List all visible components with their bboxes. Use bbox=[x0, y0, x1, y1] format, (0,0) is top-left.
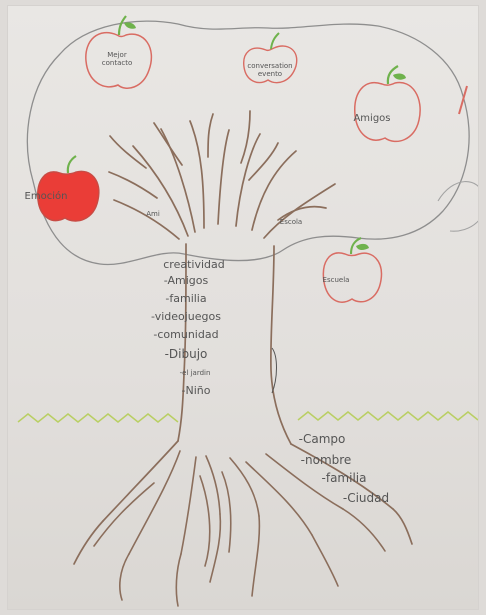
apple-top-left-label: Mejor contacto bbox=[101, 51, 133, 67]
branch-label-right: Escola bbox=[279, 218, 303, 226]
trunk bbox=[74, 244, 412, 564]
trunk-note-6: -Dibujo bbox=[164, 347, 208, 361]
trunk-note-7: -el jardin bbox=[179, 369, 211, 377]
trunk-note-5: -comunidad bbox=[153, 328, 219, 341]
root-note-3: -familia bbox=[321, 471, 367, 485]
apple-top-center-label: conversation evento bbox=[247, 62, 293, 78]
branch-label-left: Ami bbox=[146, 210, 160, 218]
grass-right bbox=[298, 412, 478, 420]
apple-left-filled bbox=[38, 156, 99, 221]
apple-right-label: Amigos bbox=[353, 113, 391, 124]
root-note-4: -Ciudad bbox=[342, 491, 390, 505]
trunk-note-2: -Amigos bbox=[163, 274, 209, 287]
canopy-outline bbox=[24, 21, 469, 264]
trunk-note-3: -familia bbox=[165, 292, 207, 305]
trunk-note-1: creatividad bbox=[163, 258, 225, 271]
apple-lower-right bbox=[323, 238, 381, 302]
apple-right bbox=[355, 66, 420, 141]
trunk-note-4: -videojuegos bbox=[151, 310, 221, 323]
root-note-1: -Campo bbox=[298, 432, 346, 446]
paper-sheet bbox=[8, 6, 478, 609]
apple-lower-right-label: Escuela bbox=[322, 276, 350, 284]
root-note-2: -nombre bbox=[300, 453, 352, 467]
tree-drawing bbox=[8, 6, 478, 609]
apple-left-label: Emoción bbox=[24, 191, 68, 202]
trunk-note-8: -Niño bbox=[181, 384, 211, 397]
grass-left bbox=[18, 414, 178, 422]
